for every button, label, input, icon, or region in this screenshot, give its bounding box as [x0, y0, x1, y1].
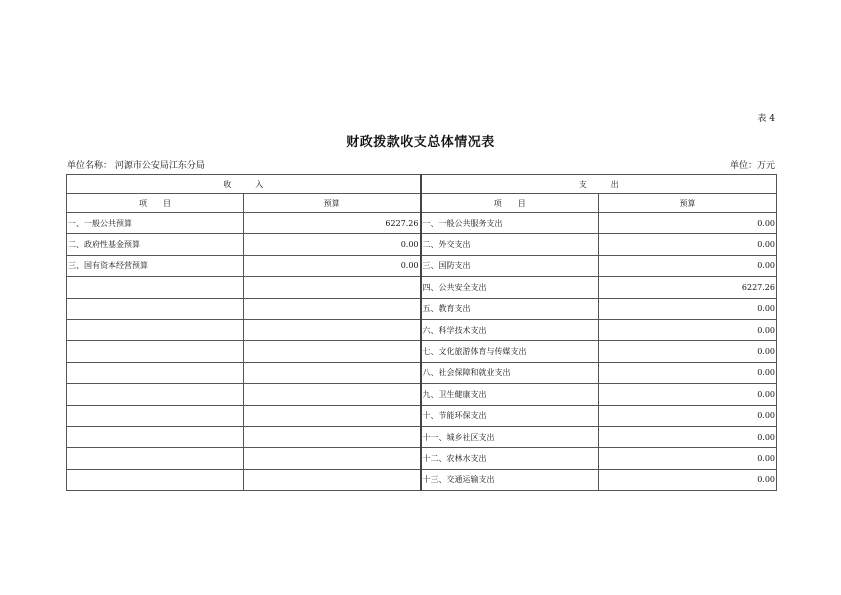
expense-item-cell: 五、教育支出	[421, 298, 599, 319]
expense-item-cell: 九、卫生健康支出	[421, 384, 599, 405]
unit-name-label: 单位名称：	[67, 161, 113, 171]
table-row	[67, 255, 777, 276]
expense-budget-header: 预算	[599, 194, 777, 213]
income-budget-cell	[244, 448, 421, 469]
table-row	[67, 319, 777, 340]
table-body	[67, 213, 777, 491]
table-row	[67, 298, 777, 319]
income-item-cell	[67, 341, 244, 362]
expense-budget-cell: 0.00	[599, 298, 777, 319]
income-budget-cell	[244, 362, 421, 383]
column-header-row	[67, 194, 777, 213]
table-row	[67, 213, 777, 234]
expense-budget-cell: 0.00	[599, 448, 777, 469]
page-title: 财政拨款收支总体情况表	[346, 135, 495, 150]
table-row	[67, 448, 777, 469]
table-row	[67, 234, 777, 255]
table-row	[67, 277, 777, 298]
expense-budget-cell: 6227.26	[599, 277, 777, 298]
expense-item-cell: 八、社会保障和就业支出	[421, 362, 599, 383]
expense-item-cell: 十一、城乡社区支出	[421, 426, 599, 447]
expense-budget-cell: 0.00	[599, 341, 777, 362]
income-budget-cell: 0.00	[244, 234, 421, 255]
expense-item-cell: 十、节能环保支出	[421, 405, 599, 426]
unit-name-line	[67, 158, 205, 171]
expense-item-cell: 四、公共安全支出	[421, 277, 599, 298]
income-budget-cell	[244, 426, 421, 447]
form-number: 表 4	[757, 114, 775, 124]
unit-name: 河源市公安局江东分局	[114, 161, 205, 171]
table-row	[67, 405, 777, 426]
income-budget-cell	[244, 384, 421, 405]
income-item-cell	[67, 384, 244, 405]
income-item-cell	[67, 405, 244, 426]
income-item-cell	[67, 469, 244, 490]
expense-item-cell: 七、文化旅游体育与传媒支出	[421, 341, 599, 362]
currency-unit: 单位：万元	[729, 161, 775, 171]
expense-budget-cell: 0.00	[599, 255, 777, 276]
income-budget-cell	[244, 319, 421, 340]
income-item-cell: 一、一般公共预算	[67, 213, 244, 234]
expense-budget-cell: 0.00	[599, 384, 777, 405]
income-item-cell	[67, 277, 244, 298]
expense-budget-cell: 0.00	[599, 213, 777, 234]
income-budget-cell	[244, 277, 421, 298]
income-item-cell	[67, 426, 244, 447]
table-row	[67, 341, 777, 362]
income-budget-cell	[244, 298, 421, 319]
expense-budget-cell: 0.00	[599, 362, 777, 383]
income-item-cell: 二、政府性基金预算	[67, 234, 244, 255]
income-header: 收 入	[67, 175, 421, 194]
section-header-row	[67, 175, 777, 194]
income-budget-cell	[244, 469, 421, 490]
income-budget-cell	[244, 341, 421, 362]
income-item-cell	[67, 298, 244, 319]
expense-budget-cell: 0.00	[599, 234, 777, 255]
expense-item-cell: 二、外交支出	[421, 234, 599, 255]
income-item-cell	[67, 319, 244, 340]
income-budget-cell: 0.00	[244, 255, 421, 276]
expense-item-header: 项 目	[421, 194, 599, 213]
expense-item-cell: 十三、交通运输支出	[421, 469, 599, 490]
income-budget-cell	[244, 405, 421, 426]
income-item-cell	[67, 362, 244, 383]
income-item-cell	[67, 448, 244, 469]
expense-budget-cell: 0.00	[599, 426, 777, 447]
expense-budget-cell: 0.00	[599, 469, 777, 490]
expense-header: 支 出	[421, 175, 777, 194]
income-item-cell: 三、国有资本经营预算	[67, 255, 244, 276]
expense-budget-cell: 0.00	[599, 405, 777, 426]
expense-item-cell: 三、国防支出	[421, 255, 599, 276]
expense-item-cell: 十二、农林水支出	[421, 448, 599, 469]
expense-budget-cell: 0.00	[599, 319, 777, 340]
income-item-header: 项 目	[67, 194, 244, 213]
income-budget-cell: 6227.26	[244, 213, 421, 234]
table-row	[67, 362, 777, 383]
expense-item-cell: 六、科学技术支出	[421, 319, 599, 340]
budget-table	[66, 174, 777, 491]
table-row	[67, 384, 777, 405]
table-row	[67, 469, 777, 490]
expense-item-cell: 一、一般公共服务支出	[421, 213, 599, 234]
income-budget-header: 预算	[244, 194, 421, 213]
table-row	[67, 426, 777, 447]
